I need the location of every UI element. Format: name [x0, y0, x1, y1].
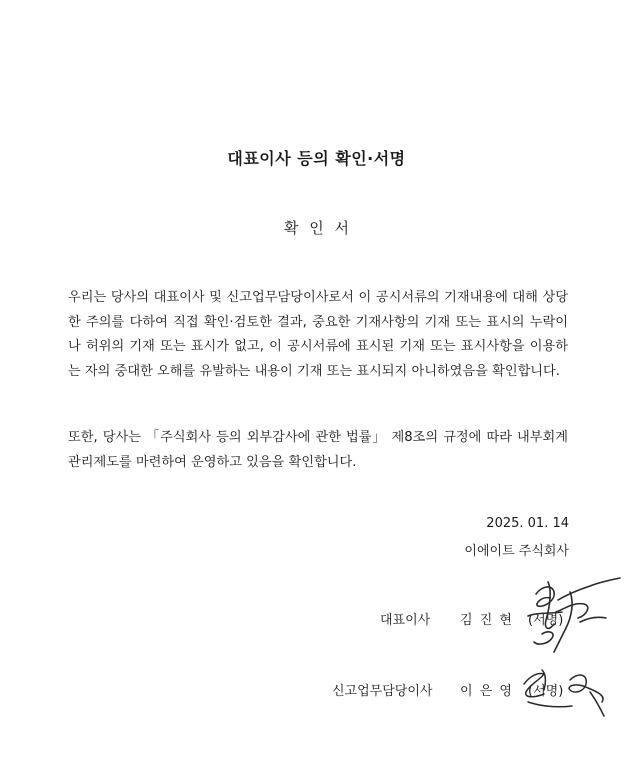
company-name: 이에이트 주식회사 — [464, 544, 569, 559]
signer-name: 김 진 현 — [460, 613, 512, 628]
signature-label: (서명) — [528, 613, 564, 628]
document-date: 2025. 01. 14 — [486, 516, 569, 531]
signature-label: (서명) — [528, 684, 564, 699]
document-subtitle: 확 인 서 — [283, 219, 349, 237]
internal-control-paragraph: 또한, 당사는 「주식회사 등의 외부감사에 관한 법률」 제8조의 규정에 따라 내부회계관리제도를 마련하여 운영하고 있음을 확인합니다. — [68, 430, 568, 470]
document-title: 대표이사 등의 확인·서명 — [227, 149, 406, 168]
signer-name: 이 은 영 — [460, 684, 512, 699]
handwritten-signature-ceo — [508, 572, 628, 662]
confirmation-paragraph: 우리는 당사의 대표이사 및 신고업무담당이사로서 이 공시서류의 기재내용에 대해 상당한 주의를 다하여 직접 확인·검토한 결과, 중요한 기재사항의 기재 또는 표시의 누락이나 허위의 기재 또는 표시가 없고, 이 공시서류에 표시된 기재 또는 표시사항을 이용하는 자의 중대한 오해를 유발하는 내용이 기재 또는 표시되지 아니하였음을 확인합니다. — [68, 290, 568, 379]
confirmation-document: 대표이사 등의 확인·서명 확 인 서 우리는 당사의 대표이사 및 신고업무담당이사로서 이 공시서류의 기재내용에 대해 상당한 주의를 다하여 직접 확인·검토한 결과, 중요한 기재사항의 기재 또는 표시의 누락이나 허위의 기재 또는 표시가 없고, 이 공시서류에 표시된 기재 또는 표시사항을 이용하는 자의 중대한 오해를 유발하는 내용이 기재 또는 표시되지 아니하였음을 확인합니다. 또한, 당사는 「주식회사 등의 외부감사에 관한 법률」 제8조의 규정에 따라 내부회계관리제도를 마련하여 운영하고 있음을 확인합니다. 2025. 01. 14 이에이트 주식회사 대표이사 김 진 현 (서명) 신고업무담당이사 이 은 영 (서명) — [0, 0, 633, 777]
